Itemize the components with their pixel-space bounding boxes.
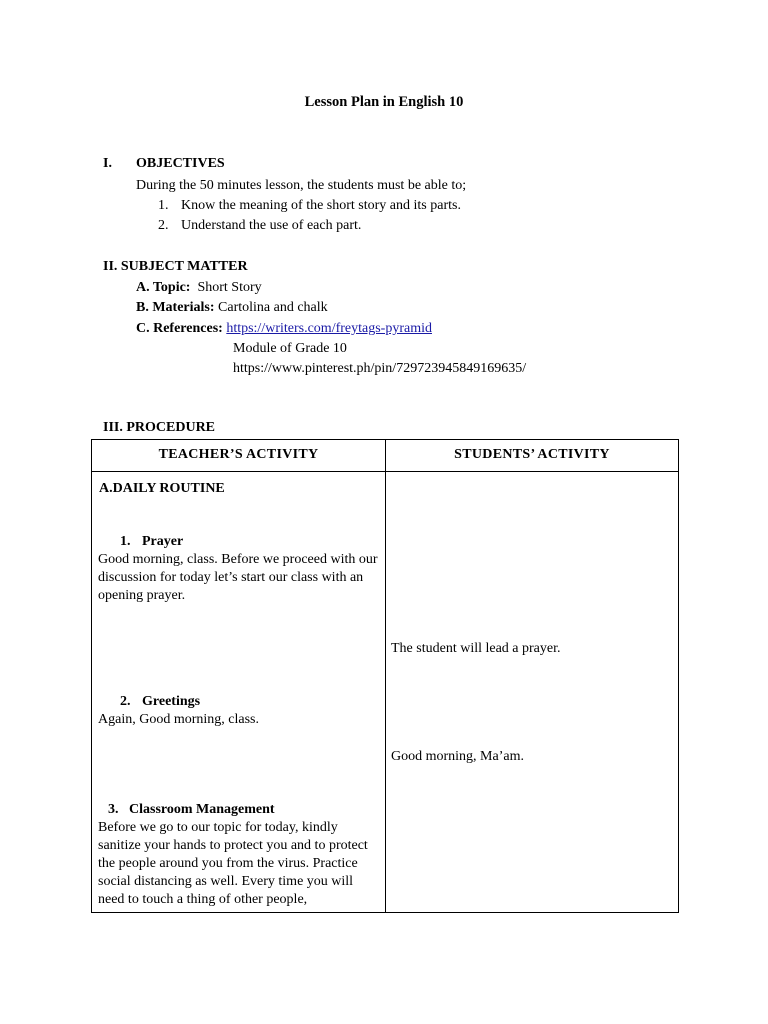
teacher-activity-header: TEACHER’S ACTIVITY — [158, 447, 319, 462]
greetings-title: Greetings — [142, 694, 201, 709]
materials-value: Cartolina and chalk — [218, 300, 328, 315]
objectives-intro: During the 50 minutes lesson, the students must be able to; — [136, 178, 467, 193]
materials-label: B. Materials: — [136, 300, 215, 315]
students-activity-header: STUDENTS’ ACTIVITY — [454, 447, 610, 462]
greetings-response: Good morning, Ma’am. — [391, 749, 524, 764]
objectives-numeral: I. — [103, 156, 112, 171]
topic-label: A. Topic: — [136, 280, 191, 295]
header-divider — [92, 471, 678, 472]
subject-matter-heading: II. SUBJECT MATTER — [103, 259, 248, 274]
objective-item-num: 1. — [158, 198, 169, 213]
reference-link-freytags[interactable]: https://writers.com/freytags-pyramid — [226, 321, 432, 336]
column-divider — [385, 440, 386, 912]
reference-pinterest: https://www.pinterest.ph/pin/729723945849169635/ — [233, 361, 527, 376]
classroom-management-title: Classroom Management — [129, 802, 275, 817]
objective-item-text: Understand the use of each part. — [181, 218, 362, 233]
objective-item-num: 2. — [158, 218, 169, 233]
objective-item-text: Know the meaning of the short story and its parts. — [181, 198, 461, 213]
prayer-title: Prayer — [142, 534, 184, 549]
classroom-management-text: Before we go to our topic for today, kindly sanitize your hands to protect you and to protect the people around you from the virus. Practice social distancing as well. Every time you will need to touch a thing of other people, — [98, 820, 368, 907]
prayer-num: 1. — [120, 534, 131, 549]
materials-line — [136, 299, 328, 317]
references-line — [136, 320, 432, 338]
daily-routine-heading: A.DAILY ROUTINE — [99, 481, 225, 496]
references-label: C. References: — [136, 321, 223, 336]
procedure-table — [91, 439, 679, 913]
procedure-heading: III. PROCEDURE — [103, 420, 216, 435]
topic-line — [136, 279, 262, 297]
greetings-text: Again, Good morning, class. — [98, 712, 259, 727]
classroom-management-num: 3. — [108, 802, 119, 817]
page-title: Lesson Plan in English 10 — [304, 94, 464, 110]
reference-module: Module of Grade 10 — [233, 341, 347, 356]
topic-value: Short Story — [197, 280, 262, 295]
prayer-text: Good morning, class. Before we proceed with our discussion for today let’s start our class with an opening prayer. — [98, 552, 378, 603]
greetings-num: 2. — [120, 694, 131, 709]
objectives-heading: OBJECTIVES — [136, 156, 225, 171]
prayer-response: The student will lead a prayer. — [391, 641, 561, 656]
